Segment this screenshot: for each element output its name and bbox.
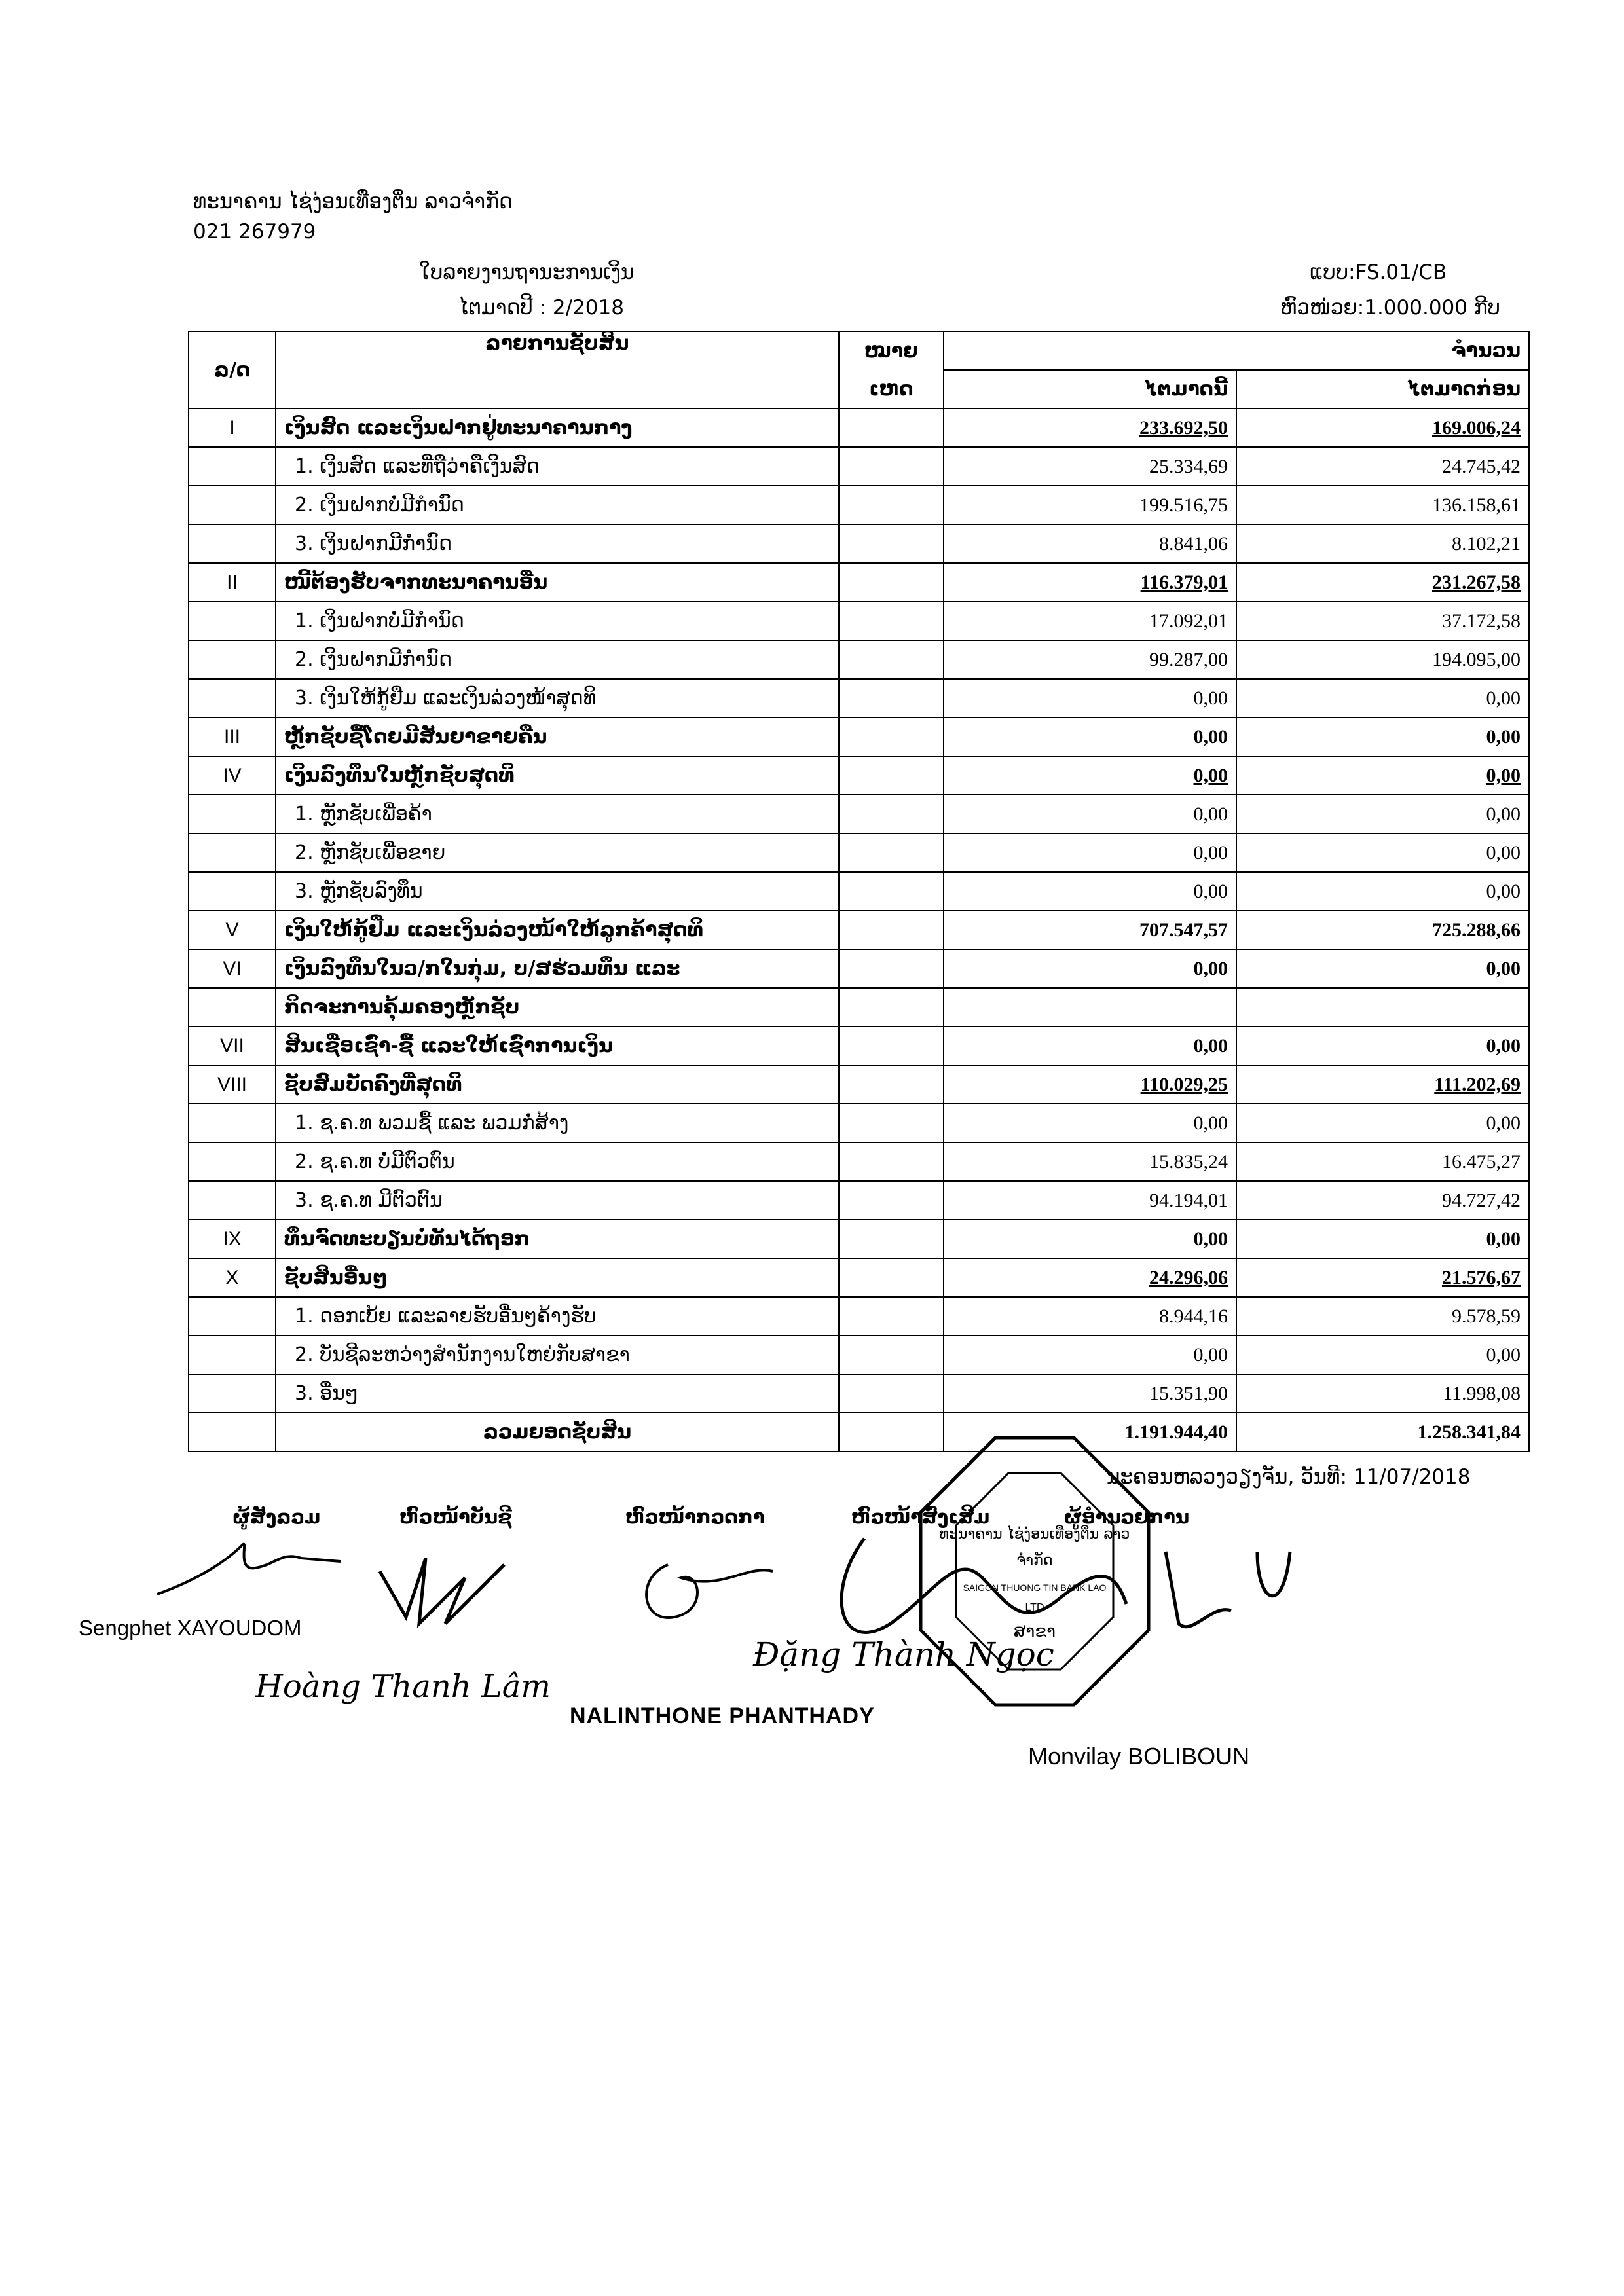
amount-value: 24.745,42 xyxy=(1442,455,1521,477)
row-no: II xyxy=(189,563,276,602)
amount-value: 11.998,08 xyxy=(1443,1382,1521,1404)
amount-value: 37.172,58 xyxy=(1442,610,1521,632)
amount-value: 0,00 xyxy=(1193,1034,1228,1057)
amount-value: 111.202,69 xyxy=(1434,1073,1521,1095)
table-row xyxy=(189,1297,1529,1336)
amount-value: 0,00 xyxy=(1193,803,1228,825)
row-previous xyxy=(1236,911,1529,949)
row-no: IX xyxy=(189,1220,276,1258)
table-row xyxy=(189,911,1529,949)
row-previous xyxy=(1236,640,1529,679)
row-previous xyxy=(1236,833,1529,872)
row-current xyxy=(944,447,1236,486)
row-current xyxy=(944,563,1236,602)
amount-value: 0,00 xyxy=(1193,1228,1228,1250)
row-current xyxy=(944,1065,1236,1104)
row-note xyxy=(839,409,944,447)
amount-value: 24.296,06 xyxy=(1149,1266,1228,1288)
row-current xyxy=(944,872,1236,911)
row-previous xyxy=(1236,718,1529,756)
amount-value: 0,00 xyxy=(1486,764,1521,786)
amount-value: 0,00 xyxy=(1486,1343,1521,1366)
table-row xyxy=(189,756,1529,795)
stamp-line4: LTD xyxy=(1025,1602,1044,1613)
row-current xyxy=(944,1181,1236,1220)
table-row xyxy=(189,872,1529,911)
amount-value: 0,00 xyxy=(1486,725,1521,748)
amount-value: 0,00 xyxy=(1193,764,1228,786)
row-no xyxy=(189,988,276,1027)
amount-value: 15.351,90 xyxy=(1149,1382,1228,1404)
row-current xyxy=(944,1142,1236,1181)
total-current: 1.191.944,40 xyxy=(944,1413,1236,1451)
table-row xyxy=(189,1220,1529,1258)
row-no: VI xyxy=(189,949,276,988)
row-item: ເງິນລົງທຶນໃນຫຼັກຊັບສຸດທິ xyxy=(276,756,839,795)
table-row xyxy=(189,563,1529,602)
row-previous xyxy=(1236,872,1529,911)
row-current xyxy=(944,833,1236,872)
row-current xyxy=(944,486,1236,524)
row-no xyxy=(189,872,276,911)
table-row xyxy=(189,988,1529,1027)
row-no xyxy=(189,1297,276,1336)
row-item: ເງິນລົງທຶນໃນວ/ກໃນກຸ່ມ, ບ/ສຮ່ວມທຶນ ແລະ xyxy=(276,949,839,988)
balance-sheet-table xyxy=(188,331,1530,1452)
table-row xyxy=(189,795,1529,833)
signature-compiler-icon xyxy=(151,1532,347,1611)
row-previous xyxy=(1236,988,1529,1027)
row-note xyxy=(839,1181,944,1220)
row-note xyxy=(839,833,944,872)
row-item: ຊັບສົມບັດຄົງທີ່ສຸດທິ xyxy=(276,1065,839,1104)
row-current xyxy=(944,911,1236,949)
row-note xyxy=(839,1220,944,1258)
row-item: 2. ຊ.ຄ.ທ ບໍ່ມີຕົວຕົນ xyxy=(276,1142,839,1181)
row-item: ເງິນສົດ ແລະເງິນຝາກຢູ່ທະນາຄານກາງ xyxy=(276,409,839,447)
row-previous xyxy=(1236,1220,1529,1258)
row-no: VII xyxy=(189,1027,276,1065)
header-note-bottom: ເຫດ xyxy=(839,370,944,409)
row-current xyxy=(944,1258,1236,1297)
table-row xyxy=(189,1258,1529,1297)
amount-value: 0,00 xyxy=(1486,803,1521,825)
name-chief-inspector: NALINTHONE PHANTHADY xyxy=(570,1704,875,1728)
row-no: VIII xyxy=(189,1065,276,1104)
row-current xyxy=(944,718,1236,756)
header-item: ລາຍການຊັບສິນ xyxy=(276,331,839,409)
row-current xyxy=(944,524,1236,563)
row-item: 1. ຫຼັກຊັບເພື່ອຄ້າ xyxy=(276,795,839,833)
amount-value: 21.576,67 xyxy=(1442,1266,1521,1288)
table-row xyxy=(189,949,1529,988)
amount-value: 0,00 xyxy=(1486,880,1521,902)
row-note xyxy=(839,988,944,1027)
signature-chief-inspector-icon xyxy=(629,1552,779,1637)
row-note xyxy=(839,1258,944,1297)
name-deputy-director: Đặng Thành Ngọc xyxy=(753,1635,1054,1673)
row-note xyxy=(839,795,944,833)
amount-value: 110.029,25 xyxy=(1140,1073,1228,1095)
row-note xyxy=(839,1297,944,1336)
table-row xyxy=(189,679,1529,718)
table-row xyxy=(189,602,1529,640)
row-current xyxy=(944,988,1236,1027)
amount-value: 0,00 xyxy=(1193,725,1228,748)
role-compiler: ຜູ້ສັງລວມ xyxy=(232,1506,321,1528)
row-previous xyxy=(1236,563,1529,602)
row-previous xyxy=(1236,447,1529,486)
balance-sheet-body xyxy=(189,409,1529,1413)
stamp-line3: SAIGON THUONG TIN BANK LAO xyxy=(963,1582,1107,1593)
row-no xyxy=(189,833,276,872)
bank-phone: 021 267979 xyxy=(193,220,316,244)
row-previous xyxy=(1236,679,1529,718)
row-previous xyxy=(1236,602,1529,640)
amount-value: 0,00 xyxy=(1486,687,1521,709)
amount-value: 169.006,24 xyxy=(1432,416,1521,439)
amount-value: 25.334,69 xyxy=(1149,455,1228,477)
row-note xyxy=(839,1142,944,1181)
role-chief-accountant: ຫົວໜ້າບັນຊີ xyxy=(399,1506,512,1528)
row-current xyxy=(944,602,1236,640)
amount-value: 199.516,75 xyxy=(1139,494,1228,516)
table-row xyxy=(189,833,1529,872)
row-previous xyxy=(1236,1297,1529,1336)
row-current xyxy=(944,409,1236,447)
amount-value: 231.267,58 xyxy=(1432,571,1521,593)
stamp-line2: ຈຳກັດ xyxy=(1016,1552,1053,1569)
table-row xyxy=(189,409,1529,447)
header-current: ໄຕມາດນີ້ xyxy=(944,370,1236,409)
row-note xyxy=(839,486,944,524)
row-note xyxy=(839,679,944,718)
role-director: ຜູ້ອຳນວຍການ xyxy=(1064,1506,1190,1528)
row-item: 2. ຫຼັກຊັບເພື່ອຂາຍ xyxy=(276,833,839,872)
table-row xyxy=(189,1181,1529,1220)
total-row xyxy=(189,1413,1529,1451)
table-row xyxy=(189,1374,1529,1413)
row-item: ຫຼັກຊັບຊື້ໂດຍມີສັນຍາຂາຍຄືນ xyxy=(276,718,839,756)
amount-value: 99.287,00 xyxy=(1149,648,1228,670)
place-date: ນະຄອນຫລວງວຽງຈັນ, ວັນທີ: 11/07/2018 xyxy=(1107,1465,1471,1489)
row-no: I xyxy=(189,409,276,447)
amount-value: 194.095,00 xyxy=(1432,648,1521,670)
header-previous: ໄຕມາດກ່ອນ xyxy=(1236,370,1529,409)
stamp-line5: ສາຂາ xyxy=(1013,1622,1056,1641)
amount-value: 116.379,01 xyxy=(1140,571,1228,593)
row-previous xyxy=(1236,1374,1529,1413)
row-previous xyxy=(1236,1258,1529,1297)
amount-value: 9.578,59 xyxy=(1452,1305,1521,1327)
row-item: 1. ດອກເບ້ຍ ແລະລາຍຮັບອື່ນໆຄ້າງຮັບ xyxy=(276,1297,839,1336)
row-previous xyxy=(1236,524,1529,563)
amount-value: 0,00 xyxy=(1193,957,1228,979)
amount-value: 94.194,01 xyxy=(1149,1189,1228,1211)
table-row xyxy=(189,640,1529,679)
row-previous xyxy=(1236,1336,1529,1374)
amount-value: 8.841,06 xyxy=(1159,532,1228,555)
row-no xyxy=(189,640,276,679)
row-item: 3. ຊ.ຄ.ທ ມີຕົວຕົນ xyxy=(276,1181,839,1220)
amount-value: 16.475,27 xyxy=(1442,1150,1521,1173)
row-no xyxy=(189,524,276,563)
row-no xyxy=(189,602,276,640)
table-row xyxy=(189,524,1529,563)
row-previous xyxy=(1236,795,1529,833)
table-row xyxy=(189,1142,1529,1181)
row-note xyxy=(839,756,944,795)
row-no xyxy=(189,447,276,486)
row-current xyxy=(944,640,1236,679)
amount-value: 0,00 xyxy=(1486,1228,1521,1250)
form-code: ແບບ:FS.01/CB xyxy=(1310,261,1447,284)
amount-value: 15.835,24 xyxy=(1149,1150,1228,1173)
signature-chief-accountant-icon xyxy=(367,1545,517,1637)
row-item: 3. ອື່ນໆ xyxy=(276,1374,839,1413)
row-no: X xyxy=(189,1258,276,1297)
row-item: ກິດຈະການຄຸ້ມຄອງຫຼັກຊັບ xyxy=(276,988,839,1027)
amount-value: 0,00 xyxy=(1193,687,1228,709)
amount-value: 0,00 xyxy=(1193,880,1228,902)
row-no xyxy=(189,1181,276,1220)
bank-name: ທະນາຄານ ໄຊ່ງ່ອນເທືອງຕິ່ນ ລາວຈຳກັດ xyxy=(193,190,513,213)
amount-value: 0,00 xyxy=(1193,841,1228,864)
row-note xyxy=(839,1065,944,1104)
row-previous xyxy=(1236,409,1529,447)
table-row xyxy=(189,1027,1529,1065)
row-item: 2. ເງິນຝາກບໍ່ມີກຳນົດ xyxy=(276,486,839,524)
row-no: IV xyxy=(189,756,276,795)
amount-value: 0,00 xyxy=(1193,1343,1228,1366)
row-item: ທຶນຈົດທະບຽນບໍ່ທັນໄດ້ຖອກ xyxy=(276,1220,839,1258)
row-note xyxy=(839,911,944,949)
row-note xyxy=(839,1336,944,1374)
row-item: 3. ຫຼັກຊັບລົງທຶນ xyxy=(276,872,839,911)
amount-value: 8.102,21 xyxy=(1452,532,1521,555)
row-note xyxy=(839,524,944,563)
table-row xyxy=(189,1065,1529,1104)
row-item: ຊັບສິນອື່ນໆ xyxy=(276,1258,839,1297)
header-note-top: ໝາຍ xyxy=(839,331,944,370)
amount-value: 0,00 xyxy=(1486,1112,1521,1134)
row-no xyxy=(189,1374,276,1413)
row-current xyxy=(944,1220,1236,1258)
row-note xyxy=(839,718,944,756)
row-item: ເງິນໃຫ້ກູ້ຢືມ ແລະເງິນລ່ວງໜ້າໃຫ້ລູກຄ້າສຸດທິ xyxy=(276,911,839,949)
row-previous xyxy=(1236,486,1529,524)
name-director: Monvilay BOLIBOUN xyxy=(1028,1743,1250,1770)
amount-value: 0,00 xyxy=(1486,957,1521,979)
name-compiler: Sengphet XAYOUDOM xyxy=(79,1616,302,1640)
row-current xyxy=(944,949,1236,988)
row-item: 3. ເງິນໃຫ້ກູ້ຢືມ ແລະເງິນລ່ວງໜ້າສຸດທິ xyxy=(276,679,839,718)
row-previous xyxy=(1236,949,1529,988)
row-note xyxy=(839,447,944,486)
amount-value: 0,00 xyxy=(1193,1112,1228,1134)
row-no xyxy=(189,795,276,833)
unit-label: ຫົວໜ່ວຍ:1.000.000 ກີບ xyxy=(1280,296,1501,319)
amount-value: 17.092,01 xyxy=(1149,610,1228,632)
amount-value: 0,00 xyxy=(1486,1034,1521,1057)
name-chief-accountant: Hoàng Thanh Lâm xyxy=(255,1668,551,1705)
row-note xyxy=(839,949,944,988)
total-label: ລວມຍອດຊັບສິນ xyxy=(276,1413,839,1451)
amount-value: 725.288,66 xyxy=(1432,919,1521,941)
row-item: 2. ບັນຊີລະຫວ່າງສຳນັກງານໃຫຍ່ກັບສາຂາ xyxy=(276,1336,839,1374)
row-item: ໜີ້ຕ້ອງຮັບຈາກທະນາຄານອື່ນ xyxy=(276,563,839,602)
row-no: V xyxy=(189,911,276,949)
row-current xyxy=(944,1027,1236,1065)
role-chief-inspector: ຫົວໜ້າກວດກາ xyxy=(625,1506,765,1528)
row-previous xyxy=(1236,1027,1529,1065)
row-note xyxy=(839,1374,944,1413)
row-previous xyxy=(1236,1181,1529,1220)
row-previous xyxy=(1236,1142,1529,1181)
header-no: ລ/ດ xyxy=(189,331,276,409)
row-note xyxy=(839,602,944,640)
table-row xyxy=(189,718,1529,756)
row-item: ສິນເຊື່ອເຊົ່າ-ຊື້ ແລະໃຫ້ເຊົ່າການເງິນ xyxy=(276,1027,839,1065)
total-no xyxy=(189,1413,276,1451)
row-note xyxy=(839,563,944,602)
row-current xyxy=(944,756,1236,795)
row-item: 1. ຊ.ຄ.ທ ພວມຊື້ ແລະ ພວມກໍ່ສ້າງ xyxy=(276,1104,839,1142)
row-current xyxy=(944,1374,1236,1413)
row-no xyxy=(189,679,276,718)
row-no: III xyxy=(189,718,276,756)
row-item: 1. ເງິນຝາກບໍ່ມີກຳນົດ xyxy=(276,602,839,640)
table-row xyxy=(189,447,1529,486)
row-no xyxy=(189,486,276,524)
table-row xyxy=(189,486,1529,524)
row-current xyxy=(944,1336,1236,1374)
table-row xyxy=(189,1336,1529,1374)
row-note xyxy=(839,872,944,911)
row-previous xyxy=(1236,1104,1529,1142)
row-current xyxy=(944,1297,1236,1336)
row-no xyxy=(189,1104,276,1142)
header-amount: ຈຳນວນ xyxy=(944,331,1529,370)
row-no xyxy=(189,1142,276,1181)
amount-value: 8.944,16 xyxy=(1159,1305,1228,1327)
row-note xyxy=(839,1104,944,1142)
amount-value: 233.692,50 xyxy=(1139,416,1228,439)
stamp-line1: ທະນາຄານ ໄຊ່ງ່ອນເທືອງຕິ່ນ ລາວ xyxy=(939,1526,1130,1542)
row-previous xyxy=(1236,756,1529,795)
report-period: ໄຕມາດປີ : 2/2018 xyxy=(458,296,624,319)
row-note xyxy=(839,1027,944,1065)
total-previous: 1.258.341,84 xyxy=(1236,1413,1529,1451)
amount-value: 0,00 xyxy=(1486,841,1521,864)
row-previous xyxy=(1236,1065,1529,1104)
row-item: 3. ເງິນຝາກມີກຳນົດ xyxy=(276,524,839,563)
row-no xyxy=(189,1336,276,1374)
row-current xyxy=(944,1104,1236,1142)
row-current xyxy=(944,795,1236,833)
row-note xyxy=(839,640,944,679)
table-row xyxy=(189,1104,1529,1142)
row-item: 1. ເງິນສົດ ແລະທີ່ຖືວ່າຄືເງິນສົດ xyxy=(276,447,839,486)
role-deputy-director: ຫົວໜ້າສົ່ງເສີມ xyxy=(851,1506,990,1528)
row-current xyxy=(944,679,1236,718)
amount-value: 94.727,42 xyxy=(1442,1189,1521,1211)
amount-value: 136.158,61 xyxy=(1432,494,1521,516)
row-item: 2. ເງິນຝາກມີກຳນົດ xyxy=(276,640,839,679)
amount-value: 707.547,57 xyxy=(1139,919,1228,941)
report-title: ໃບລາຍງານຖານະການເງິນ xyxy=(419,261,635,284)
